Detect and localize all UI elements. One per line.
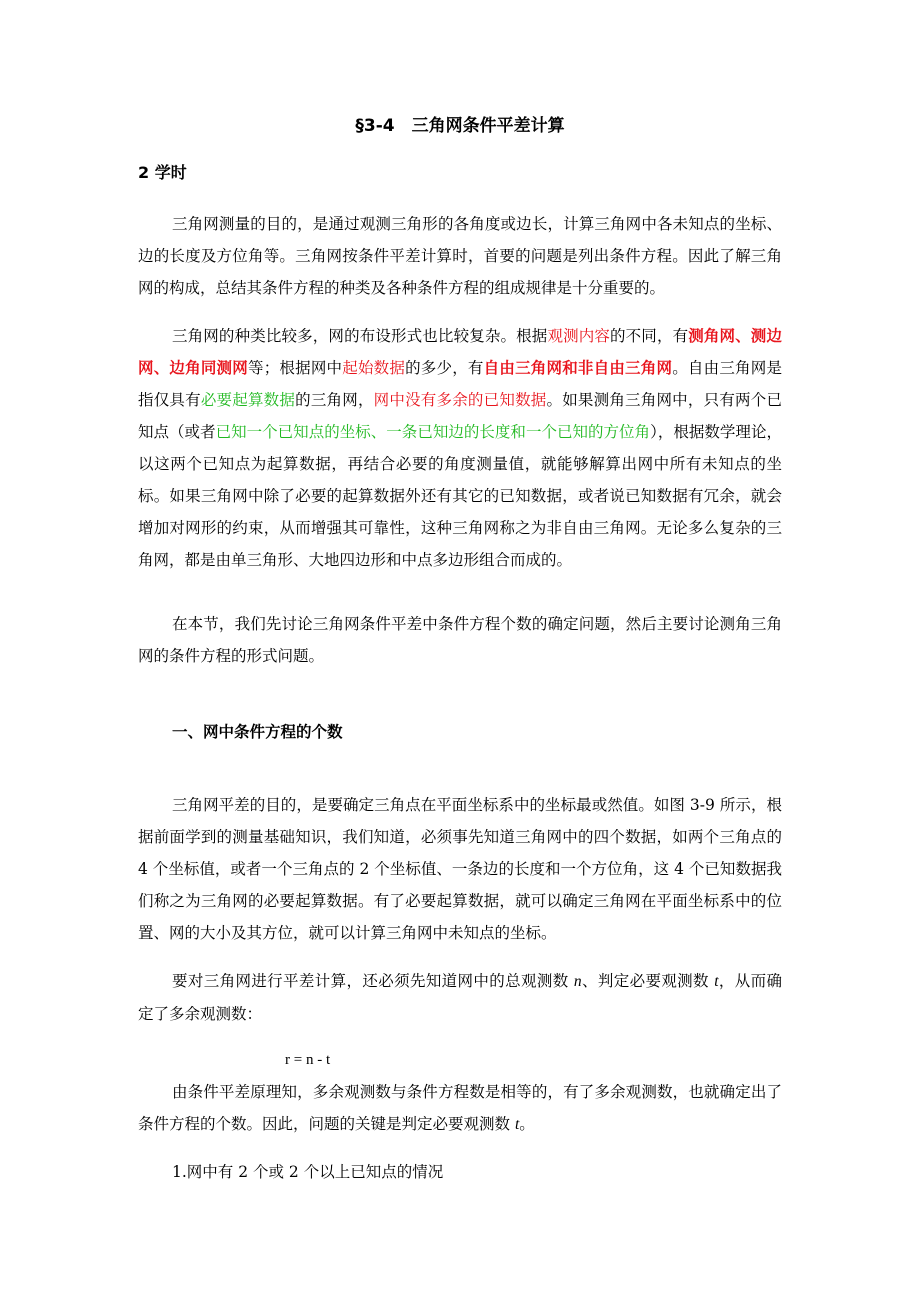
- text-span: 、判定必要观测数: [581, 972, 715, 990]
- section-heading-condition-count: 一、网中条件方程的个数: [172, 723, 343, 741]
- class-hours: 2 学时: [138, 163, 187, 182]
- paragraph-redundant-observations: [138, 965, 782, 1030]
- paragraph-adjustment-purpose: 三角网平差的目的，是要确定三角点在平面坐标系中的坐标最或然值。如图 3-9 所示，根据前面学到的测量基础知识，我们知道，必须事先知道三角网中的四个数据，如两个三角点的 4 个坐标值，或者一个三角点的 2 个坐标值、一条边的长度和一个方位角，这 4 个已知数据我们称之为三角网的必要起算数据。有了必要起算数据，就可以确定三角网在平面坐标系中的位置、网的大小及其方位，就可以计算三角网中未知点的坐标。: [138, 796, 782, 942]
- highlight-known-elements: 已知一个已知点的坐标、一条已知边的长度和一个已知的方位角: [215, 423, 651, 441]
- highlight-no-redundant-data: 网中没有多余的已知数据: [373, 391, 547, 409]
- highlight-observation-content: 观测内容: [547, 327, 611, 345]
- text-span: 。如果测角三角网中，只有两个已知点（或者: [138, 391, 782, 441]
- paragraph-condition-principle: [138, 1076, 782, 1141]
- text-span: 。自由三角网是指仅具有: [138, 359, 782, 409]
- text-span: 。: [519, 1115, 535, 1133]
- paragraph-network-types: [138, 320, 782, 576]
- text-span: 三角网的种类比较多，网的布设形式也比较复杂。根据: [172, 327, 548, 345]
- text-span: 等；根据网中: [247, 359, 343, 377]
- highlight-necessary-data: 必要起算数据: [200, 391, 296, 409]
- paragraph-intro: 三角网测量的目的，是通过观测三角形的各角度或边长，计算三角网中各未知点的坐标、边的长度及方位角等。三角网按条件平差计算时，首要的问题是列出条件方程。因此了解三角网的构成，总结其条件方程的种类及各种条件方程的组成规律是十分重要的。: [138, 215, 782, 297]
- formula-redundancy: r = n - t: [285, 1052, 331, 1068]
- text-span: 的不同，有: [610, 327, 689, 345]
- variable-t: t: [714, 973, 719, 990]
- highlight-starting-data: 起始数据: [342, 359, 406, 377]
- variable-n: n: [573, 973, 582, 990]
- text-span: 要对三角网进行平差计算，还必须先知道网中的总观测数: [172, 972, 574, 990]
- section-title: §3-4 三角网条件平差计算: [355, 116, 565, 136]
- highlight-free-networks: 自由三角网和非自由三角网: [483, 358, 673, 377]
- text-span: 的三角网，: [295, 391, 374, 409]
- subsection-heading-known-points: 1.网中有 2 个或 2 个以上已知点的情况: [172, 1163, 444, 1181]
- text-span: ，从而确定了多余观测数：: [138, 972, 782, 1023]
- text-span: ），根据数学理论，以这两个已知点为起算数据，再结合必要的角度测量值，就能够解算出网中所有未知点的坐标。如果三角网中除了必要的起算数据外还有其它的已知数据，或者说已知数据有冗余，就会增加对网形的约束，从而增强其可靠性，这种三角网称之为非自由三角网。无论多么复杂的三角网，都是由单三角形、大地四边形和中点多边形组合而成的。: [138, 423, 782, 569]
- text-span: 的多少，有: [405, 359, 484, 377]
- paragraph-section-overview: 在本节，我们先讨论三角网条件平差中条件方程个数的确定问题，然后主要讨论测角三角网的条件方程的形式问题。: [138, 615, 782, 665]
- text-span: 由条件平差原理知，多余观测数与条件方程数是相等的，有了多余观测数，也就确定出了条件方程的个数。因此，问题的关键是判定必要观测数: [138, 1083, 782, 1133]
- variable-t: t: [514, 1116, 520, 1133]
- highlight-network-types: 测角网、测边网、边角同测网: [138, 326, 782, 377]
